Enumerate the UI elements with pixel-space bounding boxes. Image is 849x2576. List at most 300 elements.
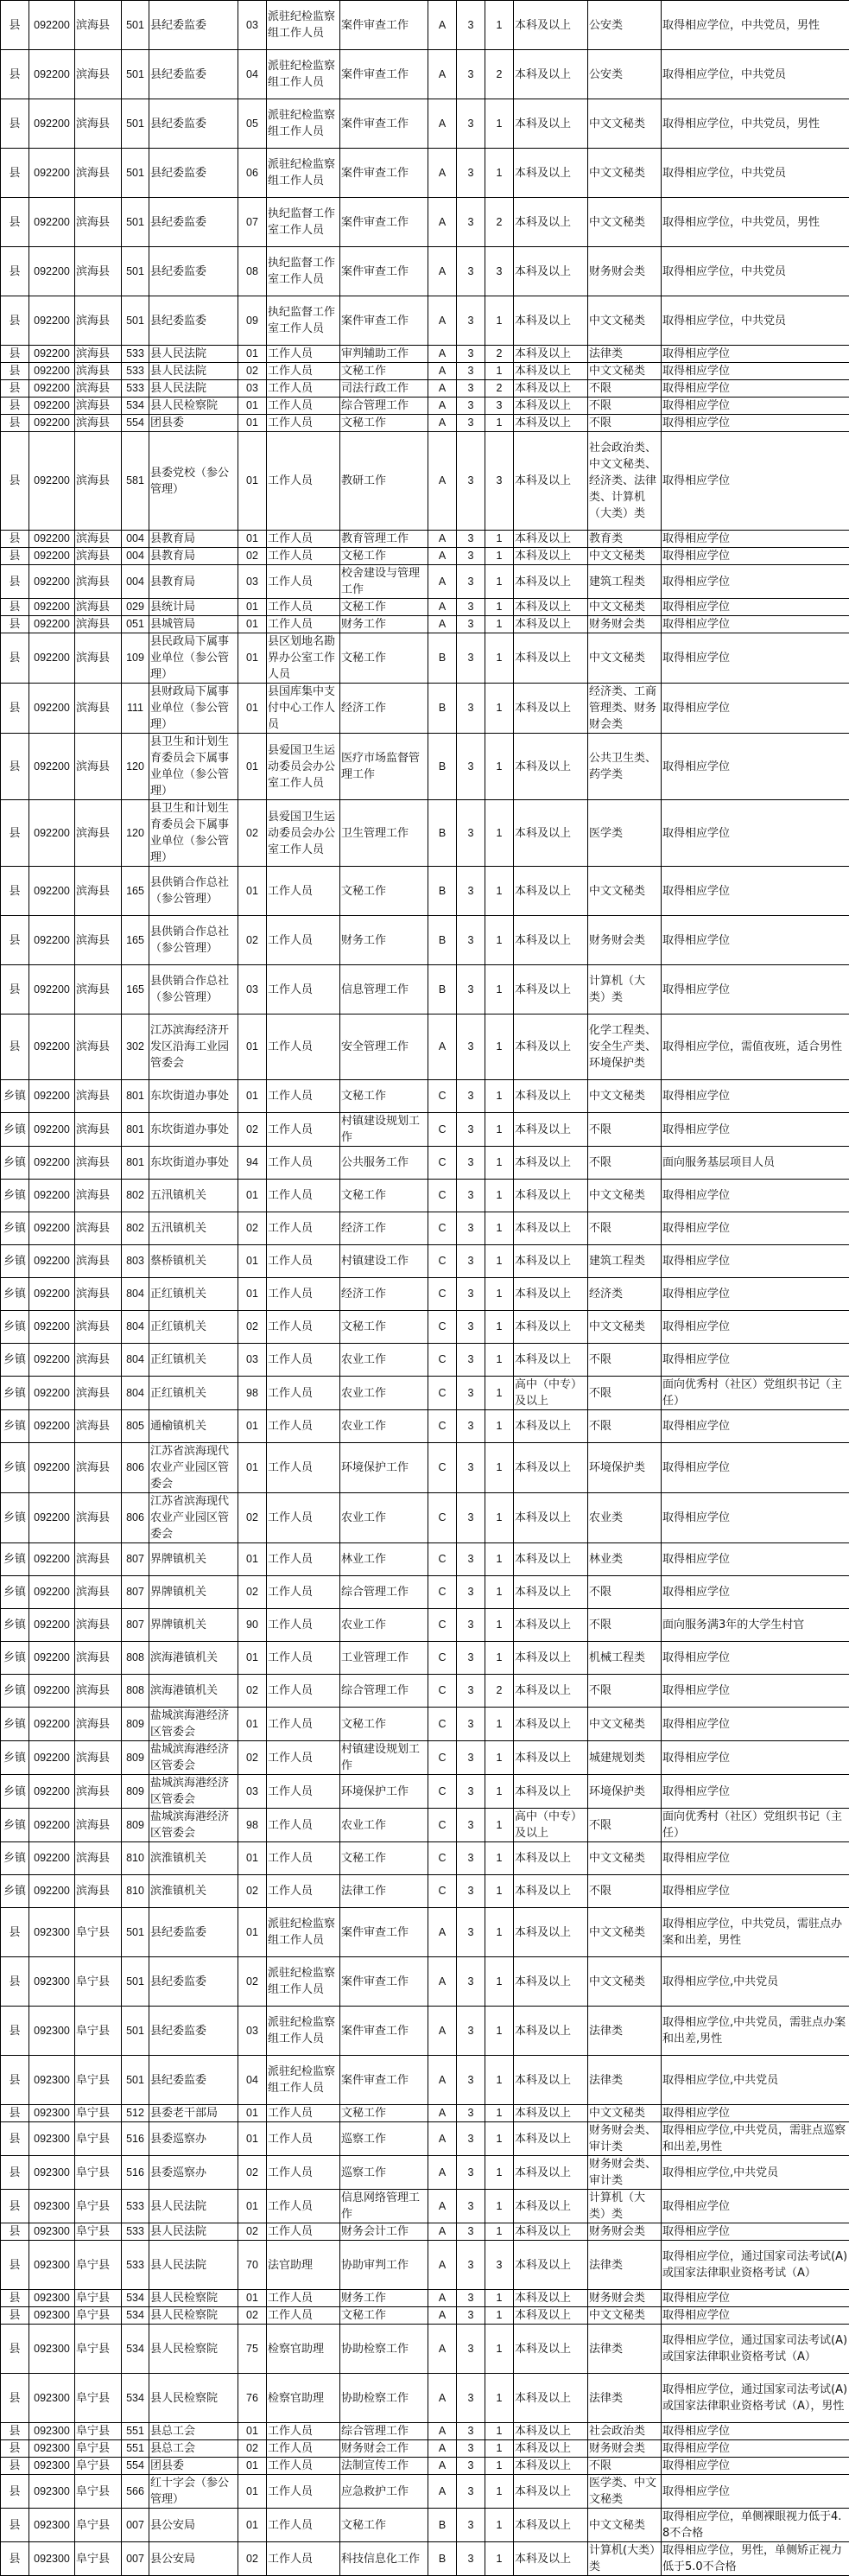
cell-pos-name: 工作人员 — [267, 1113, 340, 1147]
cell-pos-name: 工作人员 — [267, 2509, 340, 2542]
cell-area: 阜宁县 — [75, 2440, 122, 2458]
cell-dept: 县人民法院 — [149, 2190, 238, 2223]
cell-exam: 3 — [457, 1809, 485, 1842]
cell-exam: 3 — [457, 2122, 485, 2156]
cell-dept-code: 551 — [122, 2423, 149, 2440]
cell-pos-name: 工作人员 — [267, 1443, 340, 1493]
cell-dept-code: 566 — [122, 2475, 149, 2509]
cell-education: 本科及以上 — [514, 2475, 588, 2509]
cell-pos-code: 01 — [238, 398, 267, 415]
cell-area-code: 092200 — [29, 1741, 75, 1775]
cell-area-code: 092200 — [29, 1113, 75, 1147]
cell-duties: 经济工作 — [340, 684, 428, 734]
cell-education: 本科及以上 — [514, 149, 588, 198]
cell-exam: 3 — [457, 296, 485, 346]
cell-duties: 巡察工作 — [340, 2156, 428, 2190]
cell-duties: 文秘工作 — [340, 1180, 428, 1212]
cell-other: 取得相应学位 — [662, 565, 849, 599]
cell-exam: 3 — [457, 2440, 485, 2458]
table-row — [1, 2007, 849, 2056]
cell-area-code: 092300 — [29, 2509, 75, 2542]
cell-dept-code: 810 — [122, 1875, 149, 1908]
cell-category: C — [428, 1543, 457, 1576]
cell-area: 滨海县 — [75, 415, 122, 432]
cell-category: A — [428, 599, 457, 616]
cell-count: 3 — [485, 2241, 514, 2290]
cell-pos-name: 工作人员 — [267, 415, 340, 432]
table-row — [1, 548, 849, 565]
cell-education: 本科及以上 — [514, 2307, 588, 2325]
cell-major: 公安类 — [588, 50, 662, 99]
cell-education: 本科及以上 — [514, 2190, 588, 2223]
cell-dept: 县人民检察院 — [149, 2290, 238, 2307]
cell-category: C — [428, 1642, 457, 1675]
cell-exam: 3 — [457, 432, 485, 531]
cell-duties: 农业工作 — [340, 1809, 428, 1842]
cell-area: 滨海县 — [75, 916, 122, 965]
cell-count: 1 — [485, 2440, 514, 2458]
cell-other: 取得相应学位 — [662, 2105, 849, 2122]
cell-other: 面向服务满3年的大学生村官 — [662, 1609, 849, 1642]
cell-pos-code: 06 — [238, 149, 267, 198]
cell-other: 取得相应学位，中共党员 — [662, 50, 849, 99]
cell-dept-code: 501 — [122, 2056, 149, 2105]
cell-count: 1 — [485, 1576, 514, 1609]
cell-area: 滨海县 — [75, 1809, 122, 1842]
cell-dept-code: 501 — [122, 1, 149, 50]
table-row — [1, 415, 849, 432]
cell-category: B — [428, 684, 457, 734]
table-row — [1, 2156, 849, 2190]
cell-area: 阜宁县 — [75, 2223, 122, 2241]
cell-exam: 3 — [457, 1493, 485, 1543]
cell-level: 县 — [1, 296, 29, 346]
cell-count: 1 — [485, 1908, 514, 1957]
cell-exam: 3 — [457, 616, 485, 633]
cell-area: 滨海县 — [75, 1741, 122, 1775]
cell-level: 乡镇 — [1, 1080, 29, 1113]
cell-pos-name: 工作人员 — [267, 2423, 340, 2440]
cell-dept: 滨淮镇机关 — [149, 1875, 238, 1908]
cell-pos-name: 工作人员 — [267, 531, 340, 548]
cell-count: 1 — [485, 2105, 514, 2122]
cell-area-code: 092300 — [29, 2423, 75, 2440]
cell-pos-code: 01 — [238, 1278, 267, 1311]
cell-exam: 3 — [457, 1957, 485, 2007]
cell-other: 取得相应学位，需值夜班，适合男性 — [662, 1014, 849, 1080]
cell-major: 机械工程类 — [588, 1642, 662, 1675]
cell-area-code: 092200 — [29, 599, 75, 616]
cell-level: 县 — [1, 2223, 29, 2241]
cell-other: 取得相应学位 — [662, 2307, 849, 2325]
cell-other: 取得相应学位 — [662, 800, 849, 867]
cell-count: 1 — [485, 1410, 514, 1443]
cell-education: 本科及以上 — [514, 1775, 588, 1809]
cell-pos-name: 县区划地名勘界办公室工作人员 — [267, 633, 340, 684]
cell-pos-code: 02 — [238, 1113, 267, 1147]
cell-major: 经济类 — [588, 1278, 662, 1311]
cell-count: 1 — [485, 616, 514, 633]
cell-education: 本科及以上 — [514, 363, 588, 380]
cell-category: C — [428, 1113, 457, 1147]
cell-dept-code: 501 — [122, 1957, 149, 2007]
cell-major: 建筑工程类 — [588, 565, 662, 599]
cell-area-code: 092300 — [29, 1957, 75, 2007]
cell-other: 取得相应学位,中共党员 — [662, 2056, 849, 2105]
cell-other: 取得相应学位 — [662, 2223, 849, 2241]
cell-area: 滨海县 — [75, 965, 122, 1014]
cell-pos-code: 01 — [238, 1245, 267, 1278]
cell-pos-code: 03 — [238, 1775, 267, 1809]
cell-education: 本科及以上 — [514, 916, 588, 965]
cell-education: 本科及以上 — [514, 2241, 588, 2290]
cell-dept: 县卫生和计划生育委员会下属事业单位（参公管理） — [149, 800, 238, 867]
cell-education: 本科及以上 — [514, 1311, 588, 1344]
cell-exam: 3 — [457, 1147, 485, 1180]
cell-dept-code: 801 — [122, 1080, 149, 1113]
cell-area: 滨海县 — [75, 684, 122, 734]
cell-dept-code: 165 — [122, 867, 149, 916]
cell-major: 不限 — [588, 1809, 662, 1842]
cell-area: 滨海县 — [75, 1344, 122, 1377]
cell-category: A — [428, 415, 457, 432]
table-body — [1, 1, 849, 2576]
cell-level: 乡镇 — [1, 1576, 29, 1609]
cell-major: 法律类 — [588, 346, 662, 363]
cell-exam: 3 — [457, 2458, 485, 2475]
cell-pos-name: 工作人员 — [267, 2223, 340, 2241]
cell-pos-name: 工作人员 — [267, 1212, 340, 1245]
cell-category: C — [428, 1842, 457, 1875]
cell-count: 1 — [485, 2542, 514, 2576]
table-row — [1, 1576, 849, 1609]
cell-dept-code: 534 — [122, 2290, 149, 2307]
cell-level: 乡镇 — [1, 1443, 29, 1493]
table-row — [1, 99, 849, 149]
cell-pos-code: 02 — [238, 1741, 267, 1775]
table-row — [1, 1775, 849, 1809]
table-row — [1, 2307, 849, 2325]
cell-area-code: 092300 — [29, 2475, 75, 2509]
cell-area: 滨海县 — [75, 380, 122, 398]
cell-other: 取得相应学位 — [662, 616, 849, 633]
cell-area-code: 092300 — [29, 2325, 75, 2374]
cell-area-code: 092200 — [29, 432, 75, 531]
cell-exam: 3 — [457, 2475, 485, 2509]
cell-area-code: 092200 — [29, 1842, 75, 1875]
cell-area-code: 092200 — [29, 247, 75, 296]
cell-area-code: 092200 — [29, 415, 75, 432]
cell-pos-name: 工作人员 — [267, 1180, 340, 1212]
cell-category: B — [428, 965, 457, 1014]
cell-dept: 县人民法院 — [149, 2241, 238, 2290]
cell-pos-name: 工作人员 — [267, 1080, 340, 1113]
cell-other: 取得相应学位 — [662, 1344, 849, 1377]
cell-area: 滨海县 — [75, 734, 122, 800]
cell-dept-code: 004 — [122, 548, 149, 565]
cell-area: 滨海县 — [75, 1212, 122, 1245]
cell-other: 取得相应学位 — [662, 734, 849, 800]
cell-exam: 3 — [457, 1311, 485, 1344]
cell-pos-name: 工作人员 — [267, 1875, 340, 1908]
cell-education: 本科及以上 — [514, 2458, 588, 2475]
cell-education: 本科及以上 — [514, 633, 588, 684]
cell-pos-code: 01 — [238, 734, 267, 800]
cell-dept: 滨海港镇机关 — [149, 1675, 238, 1708]
cell-exam: 3 — [457, 599, 485, 616]
cell-pos-code: 02 — [238, 2307, 267, 2325]
cell-major: 财务财会类 — [588, 2223, 662, 2241]
cell-area: 滨海县 — [75, 99, 122, 149]
cell-major: 中文文秘类 — [588, 867, 662, 916]
cell-major: 中文文秘类 — [588, 2509, 662, 2542]
cell-area: 阜宁县 — [75, 2122, 122, 2156]
cell-exam: 3 — [457, 734, 485, 800]
cell-level: 县 — [1, 198, 29, 247]
cell-category: A — [428, 1, 457, 50]
cell-pos-code: 01 — [238, 1708, 267, 1741]
cell-count: 1 — [485, 1147, 514, 1180]
cell-dept-code: 120 — [122, 734, 149, 800]
cell-count: 1 — [485, 1212, 514, 1245]
cell-dept: 县纪委监委 — [149, 247, 238, 296]
cell-pos-name: 工作人员 — [267, 599, 340, 616]
cell-education: 高中（中专）及以上 — [514, 1809, 588, 1842]
cell-dept-code: 029 — [122, 599, 149, 616]
cell-other: 取得相应学位 — [662, 398, 849, 415]
cell-dept-code: 534 — [122, 2325, 149, 2374]
cell-level: 县 — [1, 2542, 29, 2576]
cell-education: 本科及以上 — [514, 1741, 588, 1775]
cell-dept-code: 109 — [122, 633, 149, 684]
cell-level: 县 — [1, 734, 29, 800]
cell-pos-name: 派驻纪检监察组工作人员 — [267, 1, 340, 50]
cell-pos-code: 01 — [238, 599, 267, 616]
cell-count: 1 — [485, 800, 514, 867]
cell-level: 县 — [1, 380, 29, 398]
cell-category: A — [428, 2458, 457, 2475]
cell-category: A — [428, 2374, 457, 2423]
cell-category: A — [428, 247, 457, 296]
cell-major: 中文文秘类 — [588, 2307, 662, 2325]
cell-category: C — [428, 1344, 457, 1377]
cell-pos-code: 01 — [238, 2290, 267, 2307]
cell-area-code: 092200 — [29, 1576, 75, 1609]
cell-count: 1 — [485, 565, 514, 599]
cell-area: 滨海县 — [75, 398, 122, 415]
table-row — [1, 1609, 849, 1642]
cell-education: 本科及以上 — [514, 1014, 588, 1080]
cell-dept-code: 554 — [122, 2458, 149, 2475]
cell-education: 本科及以上 — [514, 734, 588, 800]
cell-pos-code: 01 — [238, 1443, 267, 1493]
cell-dept: 县人民法院 — [149, 363, 238, 380]
cell-count: 1 — [485, 2458, 514, 2475]
cell-exam: 3 — [457, 548, 485, 565]
cell-major: 财务财会类 — [588, 2290, 662, 2307]
cell-count: 2 — [485, 198, 514, 247]
cell-pos-code: 01 — [238, 2475, 267, 2509]
cell-education: 本科及以上 — [514, 1493, 588, 1543]
cell-other: 取得相应学位 — [662, 1113, 849, 1147]
cell-exam: 3 — [457, 2241, 485, 2290]
cell-major: 法律类 — [588, 2056, 662, 2105]
cell-level: 县 — [1, 1957, 29, 2007]
cell-area-code: 092200 — [29, 1180, 75, 1212]
cell-category: A — [428, 548, 457, 565]
cell-other: 取得相应学位 — [662, 1410, 849, 1443]
cell-exam: 3 — [457, 531, 485, 548]
cell-level: 乡镇 — [1, 1493, 29, 1543]
cell-category: B — [428, 2542, 457, 2576]
cell-category: B — [428, 916, 457, 965]
cell-education: 本科及以上 — [514, 2542, 588, 2576]
cell-exam: 3 — [457, 684, 485, 734]
cell-pos-code: 01 — [238, 616, 267, 633]
cell-major: 不限 — [588, 1147, 662, 1180]
cell-level: 县 — [1, 565, 29, 599]
cell-count: 1 — [485, 2190, 514, 2223]
cell-area-code: 092200 — [29, 1708, 75, 1741]
cell-exam: 3 — [457, 1908, 485, 1957]
cell-level: 县 — [1, 432, 29, 531]
cell-area: 滨海县 — [75, 247, 122, 296]
cell-count: 1 — [485, 1642, 514, 1675]
cell-count: 1 — [485, 548, 514, 565]
table-row — [1, 1809, 849, 1842]
cell-dept: 盐城滨海港经济区管委会 — [149, 1775, 238, 1809]
cell-area-code: 092300 — [29, 2542, 75, 2576]
cell-pos-name: 工作人员 — [267, 1493, 340, 1543]
cell-area: 滨海县 — [75, 1543, 122, 1576]
cell-exam: 3 — [457, 50, 485, 99]
cell-dept: 县总工会 — [149, 2423, 238, 2440]
cell-duties: 案件审查工作 — [340, 50, 428, 99]
cell-pos-name: 派驻纪检监察组工作人员 — [267, 1908, 340, 1957]
cell-area-code: 092300 — [29, 2190, 75, 2223]
cell-duties: 经济工作 — [340, 1212, 428, 1245]
cell-level: 县 — [1, 2325, 29, 2374]
cell-area: 滨海县 — [75, 548, 122, 565]
cell-other: 取得相应学位 — [662, 1576, 849, 1609]
cell-pos-name: 工作人员 — [267, 2440, 340, 2458]
table-row — [1, 1278, 849, 1311]
cell-dept: 盐城滨海港经济区管委会 — [149, 1809, 238, 1842]
cell-education: 本科及以上 — [514, 1908, 588, 1957]
cell-area: 滨海县 — [75, 149, 122, 198]
cell-area-code: 092200 — [29, 1675, 75, 1708]
cell-pos-name: 工作人员 — [267, 565, 340, 599]
cell-area-code: 092200 — [29, 1344, 75, 1377]
cell-education: 本科及以上 — [514, 1609, 588, 1642]
cell-area: 阜宁县 — [75, 2105, 122, 2122]
cell-dept: 县统计局 — [149, 599, 238, 616]
cell-exam: 3 — [457, 1377, 485, 1410]
cell-other: 取得相应学位 — [662, 684, 849, 734]
cell-category: C — [428, 1675, 457, 1708]
cell-count: 2 — [485, 50, 514, 99]
cell-dept: 五汛镇机关 — [149, 1180, 238, 1212]
cell-count: 3 — [485, 398, 514, 415]
cell-pos-code: 02 — [238, 1957, 267, 2007]
cell-area: 滨海县 — [75, 296, 122, 346]
cell-level: 县 — [1, 2105, 29, 2122]
cell-dept-code: 165 — [122, 916, 149, 965]
cell-pos-name: 工作人员 — [267, 1609, 340, 1642]
cell-count: 2 — [485, 1675, 514, 1708]
table-row — [1, 531, 849, 548]
cell-category: A — [428, 616, 457, 633]
cell-duties: 案件审查工作 — [340, 296, 428, 346]
cell-dept: 正红镇机关 — [149, 1311, 238, 1344]
cell-exam: 3 — [457, 1113, 485, 1147]
cell-dept-code: 551 — [122, 2440, 149, 2458]
cell-education: 本科及以上 — [514, 2156, 588, 2190]
cell-major: 不限 — [588, 1212, 662, 1245]
cell-dept: 县供销合作总社（参公管理） — [149, 916, 238, 965]
cell-other: 取得相应学位 — [662, 1180, 849, 1212]
cell-pos-name: 工作人员 — [267, 2307, 340, 2325]
cell-exam: 3 — [457, 1741, 485, 1775]
cell-category: B — [428, 2509, 457, 2542]
cell-exam: 3 — [457, 363, 485, 380]
cell-education: 本科及以上 — [514, 1642, 588, 1675]
cell-dept: 界牌镇机关 — [149, 1576, 238, 1609]
cell-pos-name: 工作人员 — [267, 1245, 340, 1278]
cell-other: 取得相应学位 — [662, 867, 849, 916]
cell-dept: 东坎街道办事处 — [149, 1080, 238, 1113]
cell-area: 阜宁县 — [75, 2190, 122, 2223]
cell-area-code: 092200 — [29, 633, 75, 684]
table-row — [1, 1245, 849, 1278]
cell-level: 县 — [1, 2007, 29, 2056]
cell-exam: 3 — [457, 1708, 485, 1741]
cell-exam: 3 — [457, 1344, 485, 1377]
cell-count: 1 — [485, 2307, 514, 2325]
cell-other: 取得相应学位,中共党员 — [662, 1957, 849, 2007]
cell-area: 滨海县 — [75, 531, 122, 548]
cell-category: B — [428, 800, 457, 867]
cell-area-code: 092200 — [29, 1775, 75, 1809]
cell-category: C — [428, 1278, 457, 1311]
cell-dept: 县公安局 — [149, 2509, 238, 2542]
cell-count: 1 — [485, 1311, 514, 1344]
cell-pos-name: 工作人员 — [267, 1278, 340, 1311]
cell-level: 乡镇 — [1, 1708, 29, 1741]
cell-dept: 县纪委监委 — [149, 296, 238, 346]
cell-area-code: 092200 — [29, 1377, 75, 1410]
cell-count: 1 — [485, 296, 514, 346]
cell-dept-code: 554 — [122, 415, 149, 432]
cell-dept: 通榆镇机关 — [149, 1410, 238, 1443]
table-row — [1, 296, 849, 346]
cell-pos-name: 派驻纪检监察组工作人员 — [267, 50, 340, 99]
cell-education: 本科及以上 — [514, 1278, 588, 1311]
cell-area: 滨海县 — [75, 1, 122, 50]
cell-count: 1 — [485, 734, 514, 800]
cell-major: 不限 — [588, 1113, 662, 1147]
cell-area: 阜宁县 — [75, 2475, 122, 2509]
cell-exam: 3 — [457, 1410, 485, 1443]
cell-pos-code: 02 — [238, 1493, 267, 1543]
cell-pos-name: 工作人员 — [267, 2122, 340, 2156]
cell-pos-code: 90 — [238, 1609, 267, 1642]
cell-other: 取得相应学位，中共党员 — [662, 296, 849, 346]
cell-dept-code: 807 — [122, 1543, 149, 1576]
cell-category: A — [428, 2156, 457, 2190]
cell-pos-code: 03 — [238, 1, 267, 50]
table-row — [1, 633, 849, 684]
